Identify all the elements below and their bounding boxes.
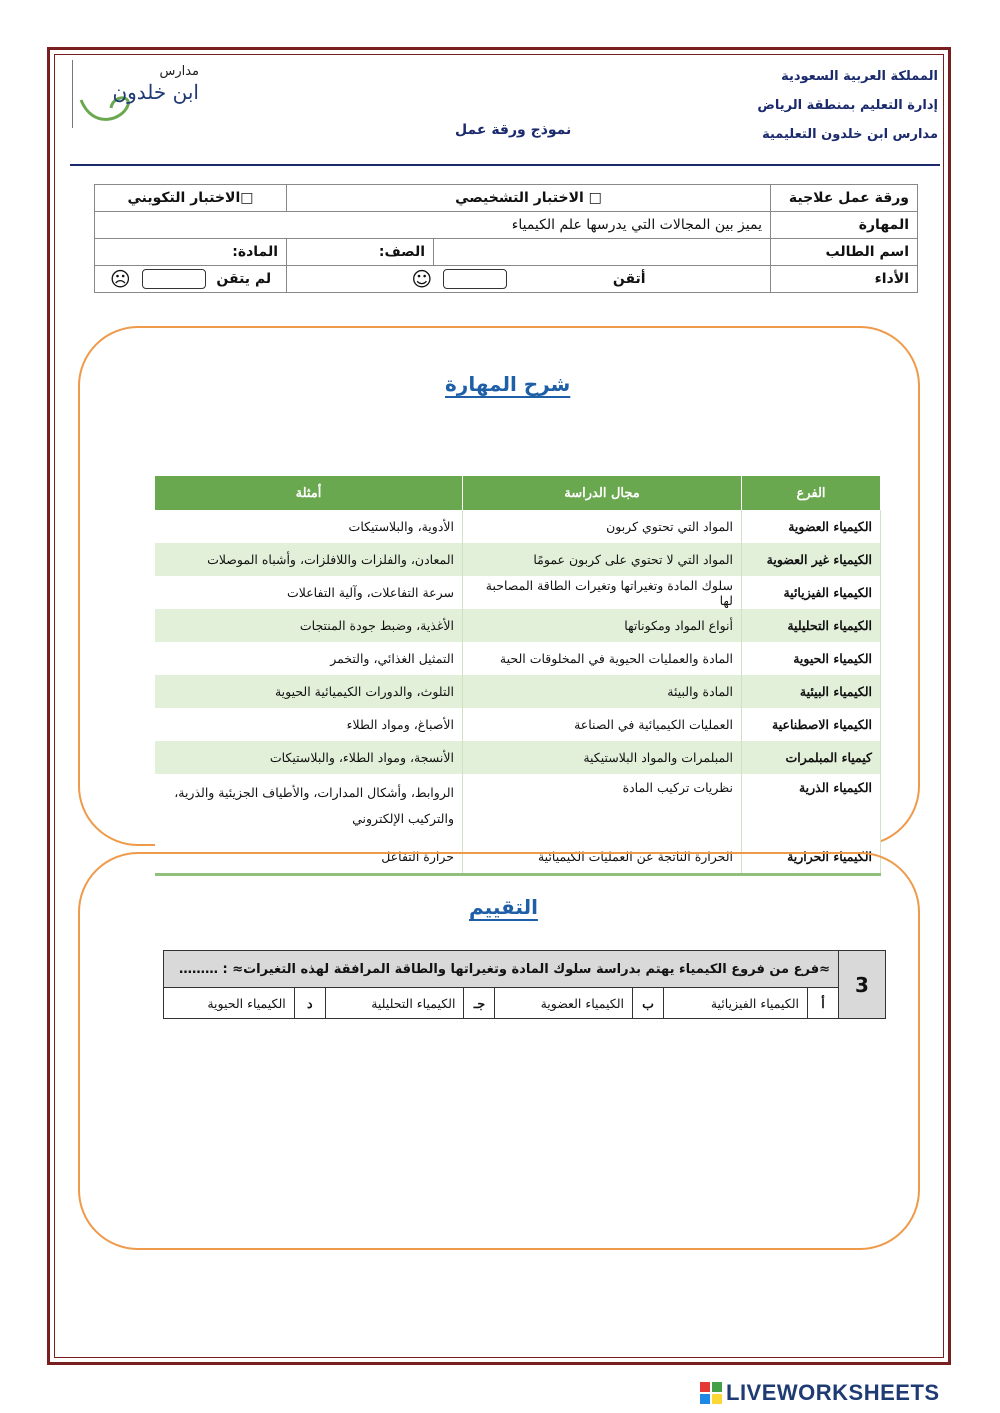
branch-cell: الكيمياء الحرارية (742, 840, 881, 875)
field-cell: المواد التي لا تحتوي على كربون عمومًا (463, 543, 742, 576)
class-label: الصف: (378, 244, 425, 260)
examples-cell: الأدوية، والبلاستيكات (155, 510, 463, 543)
table-row (155, 708, 881, 741)
not-mastered-box[interactable] (142, 269, 206, 289)
examples-cell: التمثيل الغذائي، والتخمر (155, 642, 463, 675)
info-table (94, 184, 918, 293)
assessment-title: التقييم (469, 895, 538, 919)
happy-face-icon: ☺ (411, 267, 433, 291)
branch-cell: الكيمياء التحليلية (742, 609, 881, 642)
examples-cell: الأنسجة، ومواد الطلاء، والبلاستيكات (155, 741, 463, 774)
field-cell: سلوك المادة وتغيراتها وتغيرات الطاقة المصاحبة لها (463, 576, 742, 609)
not-mastered-cell (95, 266, 287, 293)
mastered-label: أتقن (612, 271, 646, 287)
mastered-cell (287, 266, 771, 293)
header-line-3: مدارس ابن خلدون التعليمية (762, 127, 938, 142)
branch-cell: الكيمياء البيئية (742, 675, 881, 708)
table-row (155, 510, 881, 543)
sad-face-icon: ☹ (109, 267, 131, 291)
examples-cell: الأصباغ، ومواد الطلاء (155, 708, 463, 741)
examples-cell: الروابط، وأشكال المدارات، والأطياف الجزيئية والذرية، والتركيب الإلكتروني (155, 774, 463, 840)
subject-field[interactable] (95, 239, 287, 266)
field-cell: أنواع المواد ومكوناتها (463, 609, 742, 642)
branch-cell: الكيمياء الذرية (742, 774, 881, 840)
liveworksheets-brand[interactable]: LIVEWORKSHEETS (726, 1380, 940, 1405)
skill-value: يميز بين المجالات التي يدرسها علم الكيمياء (95, 212, 771, 239)
examples-cell: سرعة التفاعلات، وآلية التفاعلات (155, 576, 463, 609)
header-field: مجال الدراسة (463, 476, 742, 510)
worksheet-label: ورقة عمل علاجية (771, 185, 918, 212)
explanation-title: شرح المهارة (445, 372, 571, 396)
mastered-box[interactable] (443, 269, 507, 289)
question-number: 3 (839, 951, 886, 1019)
page-title: نموذج ورقة عمل (455, 122, 572, 138)
header-info (757, 62, 938, 149)
logo-top-text: مدارس (159, 64, 199, 79)
table-row (155, 576, 881, 609)
branch-cell: الكيمياء غير العضوية (742, 543, 881, 576)
subject-label: المادة: (232, 244, 278, 260)
field-cell: المواد التي تحتوي كربون (463, 510, 742, 543)
table-row (155, 543, 881, 576)
option-letter: ب (632, 988, 663, 1019)
option-letter: أ (808, 988, 839, 1019)
field-cell: المبلمرات والمواد البلاستيكية (463, 741, 742, 774)
student-label: اسم الطالب (771, 239, 918, 266)
table-row (155, 774, 881, 840)
performance-label: الأداء (771, 266, 918, 293)
branch-cell: الكيمياء الفيزيائية (742, 576, 881, 609)
branch-cell: الكيمياء العضوية (742, 510, 881, 543)
branch-cell: الكيمياء الحيوية (742, 642, 881, 675)
header-divider (70, 164, 940, 166)
option-letter: جـ (464, 988, 495, 1019)
option-d[interactable]: الكيمياء الحيوية (164, 988, 295, 1019)
field-cell: نظريات تركيب المادة (463, 774, 742, 840)
header-line-2: إدارة التعليم بمنطقة الرياض (757, 98, 938, 113)
branches-table (155, 476, 881, 876)
branch-cell: الكيمياء الاصطناعية (742, 708, 881, 741)
examples-cell: المعادن، والفلزات واللافلزات، وأشباه الموصلات (155, 543, 463, 576)
option-a[interactable]: الكيمياء الفيزيائية (663, 988, 807, 1019)
table-row (155, 741, 881, 774)
liveworksheets-logo-icon (700, 1382, 722, 1404)
header-branch: الفرع (742, 476, 881, 510)
examples-cell: حرارة التفاعل (155, 840, 463, 875)
class-field[interactable] (287, 239, 434, 266)
table-row (155, 642, 881, 675)
table-row (155, 609, 881, 642)
question-text: ≈فرع من فروع الكيمياء يهتم بدراسة سلوك المادة وتغيراتها والطاقة المرافقة لهذه التغيرات≈ : ……… (164, 951, 839, 988)
field-cell: الحرارة الناتجة عن العمليات الكيميائية (463, 840, 742, 875)
branch-cell: كيمياء المبلمرات (742, 741, 881, 774)
field-cell: المادة والعمليات الحيوية في المخلوقات الحية (463, 642, 742, 675)
table-row (155, 675, 881, 708)
field-cell: العمليات الكيميائية في الصناعة (463, 708, 742, 741)
option-letter: د (294, 988, 325, 1019)
student-name-field[interactable] (434, 239, 771, 266)
option-b[interactable]: الكيمياء العضوية (495, 988, 633, 1019)
skill-label: المهارة (771, 212, 918, 239)
question-table (163, 950, 886, 1019)
formative-option[interactable]: □الاختبار التكويني (95, 185, 287, 212)
logo-main-text: ابن خلدون (112, 80, 199, 104)
not-mastered-label: لم يتقن (216, 271, 272, 287)
header-line-1: المملكة العربية السعودية (781, 69, 938, 84)
header-examples: أمثلة (155, 476, 463, 510)
examples-cell: الأغذية، وضبط جودة المنتجات (155, 609, 463, 642)
examples-cell: التلوث، والدورات الكيميائية الحيوية (155, 675, 463, 708)
school-logo (72, 60, 205, 128)
field-cell: المادة والبيئة (463, 675, 742, 708)
option-c[interactable]: الكيمياء التحليلية (325, 988, 464, 1019)
diagnostic-option[interactable]: □ الاختبار التشخيصي (287, 185, 771, 212)
